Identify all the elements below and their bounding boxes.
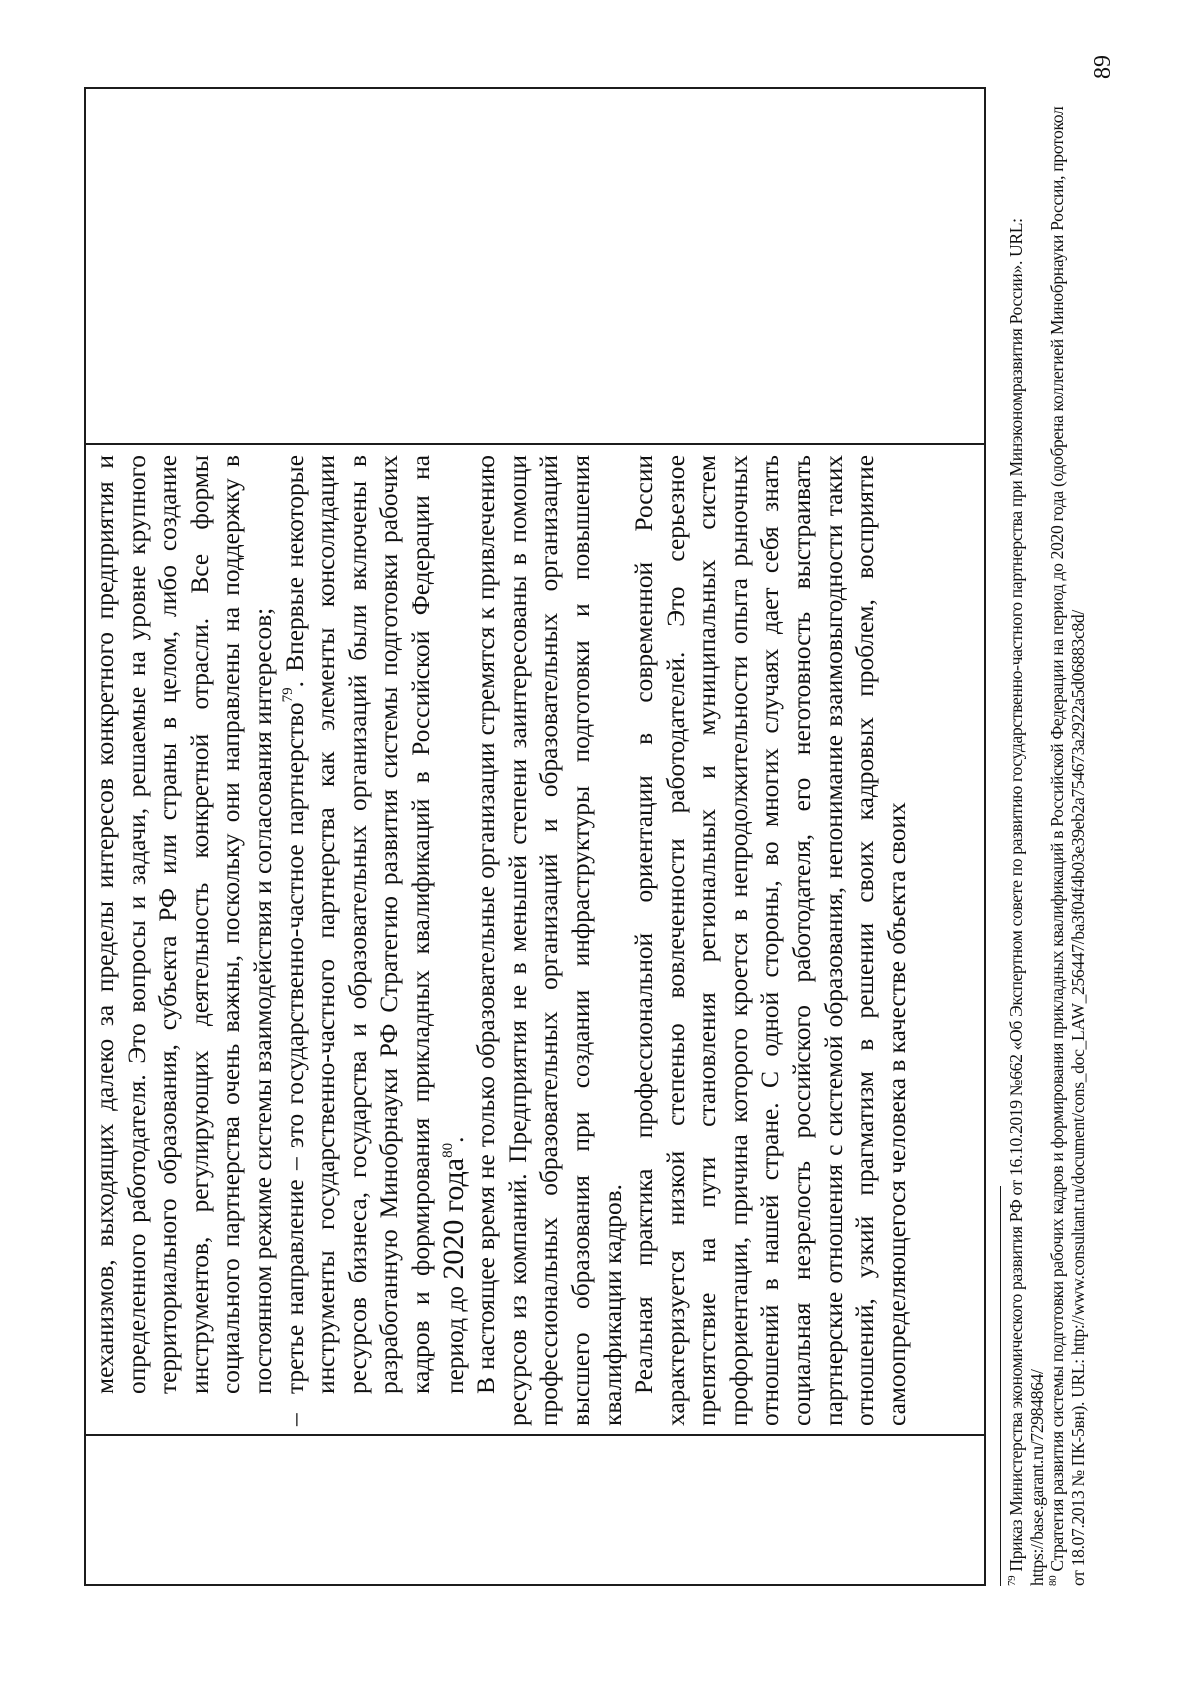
list-dash: –: [280, 1413, 309, 1426]
footnote-ref-79[interactable]: 79: [279, 687, 296, 703]
list-item-text: механизмов, выходящих далеко за пределы интересов конкретного предприятия и определенного работодателя. Это вопросы и задачи, решаемые на уровне крупного территориального образования, субъекта РФ или страны в целом, либо создание инструментов, регулирующих деятельность конкретной отрасли. Все формы социального партнерства очень важны, поскольку они направлены на поддержку в постоянном режиме системы взаимодействия и согласования интересов;: [91, 455, 277, 1394]
third-direction-text-1: третье направление – это государственно-частное партнерство: [280, 702, 309, 1394]
footnote-ref-80[interactable]: 80: [439, 1142, 456, 1158]
paragraph-real-practice: Реальная практика профессиональной ориентации в современной России характеризуется низкой степенью вовлеченности работодателей. Это серьезное препятствие на пути становления региональных и муниципальных систем профориентации, причина которого кроется в непродолжительности опыта рыночных отношений в нашей стране. С одной стороны, во многих случаях дает себя знать социальная незрелость российского работодателя, его неготовность выстраивать партнерские отношения с системой образования, непонимание взаимовыгодности таких отношений, узкий прагматизм в решении своих кадровых проблем, восприятие самоопределяющегося человека в качестве объекта своих: [630, 455, 911, 1426]
list-item-text: [280, 455, 472, 1394]
footnote-text: Приказ Министерства экономического развития РФ от 16.10.2019 №662 «Об Экспертном совете по развитию государственно-частного партнерства при Минэкономразвития России». URL: https://base.garant.ru/72984864/: [1006, 218, 1047, 1586]
footnote-text: Стратегия развития системы подготовки рабочих кадров и формирования прикладных квалификаций в Российской Федерации на период до 2020 года (одобрена коллегией Минобрнауки России, протокол от 18.07.2013 № ПК-5вн). URL: http://www.consultant.ru/document/cons_doc_LAW_256447/ba3f04f4b03e39eb2a754673a2922a5d06883c8d/: [1047, 106, 1088, 1586]
list-item-third-direction: [280, 455, 472, 1426]
footnote-80: [1047, 87, 1088, 1586]
footnote-79: [1006, 87, 1047, 1586]
page-number: 89: [1090, 55, 1116, 79]
footnote-number: 80: [1047, 1575, 1059, 1586]
content-table: [84, 87, 986, 1586]
list-item-continued: [90, 455, 280, 1426]
table-right-column: [86, 89, 984, 445]
footnote-number: 79: [1006, 1575, 1018, 1586]
paragraph-current-time: В настоящее время не только образовательные организации стремятся к привлечению ресурсов из компаний. Предприятия не в меньшей степени заинтересованы в помощи профессиональных образовательных организаций и образовательных организаций высшего образования при создании инфраструктуры подготовки и повышения квалификации кадров.: [472, 455, 627, 1426]
footnotes: [1006, 87, 1088, 1586]
footnote-divider: [1000, 1186, 1001, 1586]
third-direction-end: .: [440, 1136, 469, 1143]
third-direction-year: 2020 года: [436, 1157, 470, 1280]
table-text-column: [86, 447, 984, 1434]
third-direction-text-2: . Впервые некоторые инструменты государственно-частного партнерства как элементы консолидации ресурсов бизнеса, государства и образовательных организаций были включены в разработанную Минобрнауки РФ Стратегию развития системы подготовки рабочих кадров и формирования прикладных квалификаций в Российской Федерации на период до: [280, 455, 469, 1394]
table-left-column: [86, 1434, 984, 1584]
